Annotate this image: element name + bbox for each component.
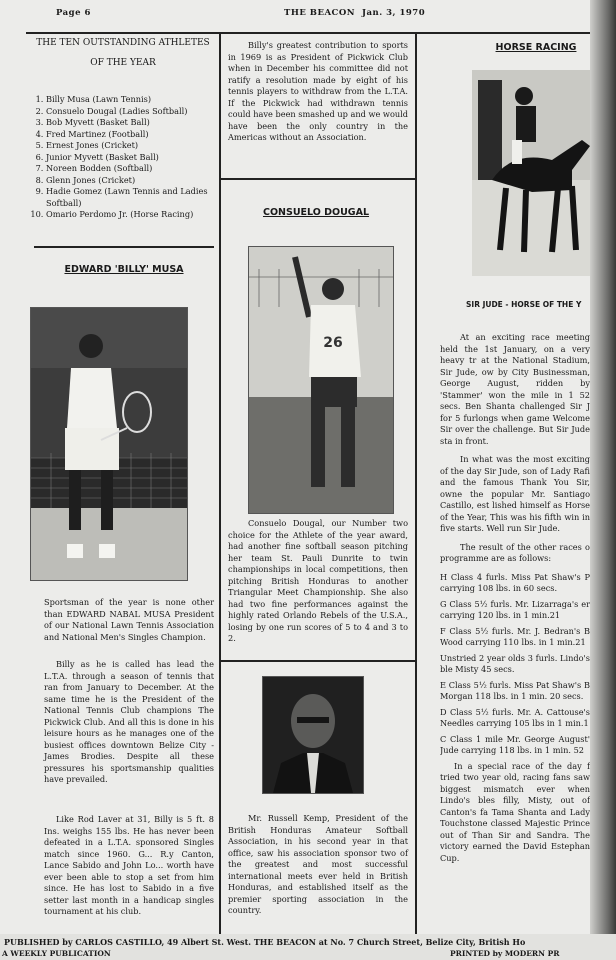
- list-item: 6. Junior Myvett (Basket Ball): [46, 152, 231, 164]
- billy-contribution: Billy's greatest contribution to sports in 1969 is as President of Pickwick Club when in December his committee did not ratify a resolution made by eight of his tennis players to withdraw from the L.T.A. If the Pickwick had withdrawn tennis could have been smashed up and we would have been the only country in the Americas without an Association.: [228, 40, 408, 142]
- list-item: 9. Hadie Gomez (Lawn Tennis and Ladies Softball): [46, 186, 231, 209]
- footer: [0, 934, 616, 960]
- top-ten-subtitle: OF THE YEAR: [90, 58, 156, 68]
- section-rule: [219, 178, 415, 180]
- top-ten-title: THE TEN OUTSTANDING ATHLETES: [36, 38, 210, 48]
- horse-paragraph: At an exciting race meeting held the 1st January, on a very heavy tr at the National Stadium, Sir Jude, ow by City Businessman, George August, ridden by 'Stammer' won the mile in 1 52 secs. Ben Shanta challenged Sir J for 5 furlongs when game Welcome Sir over the challenge. But Sir Jude sta in front.: [440, 332, 590, 446]
- kemp-photo: [262, 676, 364, 794]
- horse-photo: [472, 70, 604, 276]
- kemp-paragraph: Mr. Russell Kemp, President of the British Honduras Amateur Softball Association, in his second year in that office, saw his association sponsor two of the greatest and most successful international meets ever held in British Honduras, and established itself as the premier sporting association in the country.: [228, 813, 408, 915]
- list-item: 5. Ernest Jones (Cricket): [46, 140, 231, 152]
- dougal-title: CONSUELO DOUGAL: [262, 207, 370, 218]
- horse-caption: SIR JUDE - HORSE OF THE Y: [466, 300, 582, 309]
- race-result: C Class 1 mile Mr. George August' Jude carrying 118 lbs. in 1 min. 52: [440, 733, 590, 755]
- column-rule: [415, 32, 417, 934]
- horse-paragraph: The result of the other races o programme are as follows:: [440, 541, 590, 563]
- race-result: Unstried 2 year olds 3 furls. Lindo's ble Misty 45 secs.: [440, 652, 590, 674]
- race-result: G Class 5½ furls. Mr. Lizarraga's er carrying 120 lbs. in 1 min.21: [440, 598, 590, 620]
- list-item: 7. Noreen Bodden (Softball): [46, 163, 231, 175]
- musa-title: EDWARD 'BILLY' MUSA: [64, 264, 184, 275]
- list-item: 4. Fred Martinez (Football): [46, 129, 231, 141]
- top-rule: [26, 32, 590, 34]
- page-fold-shadow: [590, 0, 616, 960]
- dougal-photo: [248, 246, 394, 514]
- horse-paragraph: In what was the most exciting of the day Sir Jude, son of Lady Rafi and the famous Thank You Sir, owne the popular Mr. Santiago Castillo, est lished himself as Horse of the Year, This was his fifth win in five starts. Well run Sir Jude.: [440, 454, 590, 533]
- list-item: 1. Billy Musa (Lawn Tennis): [46, 94, 231, 106]
- section-rule: [219, 660, 415, 662]
- section-rule: [34, 246, 214, 248]
- publisher-line: PUBLISHED by CARLOS CASTILLO, 49 Albert St. West. THE BEACON at No. 7 Church Street, Belize City, British Ho: [4, 937, 526, 947]
- musa-photo: [30, 307, 188, 581]
- race-result: H Class 4 furls. Miss Pat Shaw's P carrying 108 lbs. in 60 secs.: [440, 571, 590, 593]
- race-result: F Class 5½ furls. Mr. J. Bedran's B Wood carrying 110 lbs. in 1 min.21: [440, 625, 590, 647]
- printer-line: PRINTED by MODERN PR: [450, 949, 560, 958]
- paper-name: THE BEACON: [284, 8, 355, 18]
- list-item: 8. Glenn Jones (Cricket): [46, 175, 231, 187]
- issue-date: Jan. 3, 1970: [362, 8, 426, 18]
- musa-paragraph: Sportsman of the year is none other than EDWARD NABAL MUSA President of our National Lawn Tennis Association and National Men's Singles Champion.: [44, 597, 214, 642]
- page-number: Page 6: [56, 8, 91, 18]
- race-result: E Class 5½ furls. Miss Pat Shaw's B Morgan 118 lbs. in 1 min. 20 secs.: [440, 679, 590, 701]
- jersey-number: 26: [323, 335, 343, 351]
- horse-racing-title: HORSE RACING: [495, 42, 577, 53]
- dougal-paragraph: Consuelo Dougal, our Number two choice for the Athlete of the year award, had another fine softball season pitching her team St. Pauli Dunrite to twin championships in local competitions, then pitching British Honduras to another Triangular Meet Championship. She also had two fine performances against the highly rated Orlando Rebels of the U.S.A., losing by one run scores of 5 to 4 and 3 to 2.: [228, 518, 408, 643]
- horse-paragraph: In a special race of the day f tried two year old, racing fans saw biggest mismatch ever when Lindo's bles filly, Misty, out of Canton's fa Tama Shanta and Lady Touchstone classed Majestic Prince out of Than Sir and Sandra. The victory earned the David Estephan Cup.: [440, 760, 590, 863]
- top-ten-list: [34, 94, 231, 221]
- list-item: 3. Bob Myvett (Basket Ball): [46, 117, 231, 129]
- horse-article: [440, 332, 590, 871]
- list-item: 10. Omario Perdomo Jr. (Horse Racing): [46, 209, 231, 221]
- list-item: 2. Consuelo Dougal (Ladies Softball): [46, 106, 231, 118]
- publication-type: A WEEKLY PUBLICATION: [2, 949, 111, 958]
- race-result: D Class 5½ furls. Mr. A. Cattouse's Needles carrying 105 lbs in 1 min.1: [440, 706, 590, 728]
- musa-paragraph: Billy as he is called has lead the L.T.A. through a season of tennis that ran from January to December. At the same time he is the President of the National Tennis Club champions The Pickwick Club. And all this is done in his leisure hours as he manages one of the busiest offices downtown Belize City - James Brodies. Despite all these pressures his sportsmanship qualities have prevailed.: [44, 659, 214, 784]
- musa-paragraph: Like Rod Laver at 31, Billy is 5 ft. 8 Ins. weighs 155 lbs. He has never been defeated in a L.T.A. sponsored Singles match since 1960. G... R.y Canton, Lance Sabido and John Lo... worth have ever been able to stop a set from him since. He has lost to Sabido in a five setter last month in a handicap singles tournament at his club.: [44, 814, 214, 916]
